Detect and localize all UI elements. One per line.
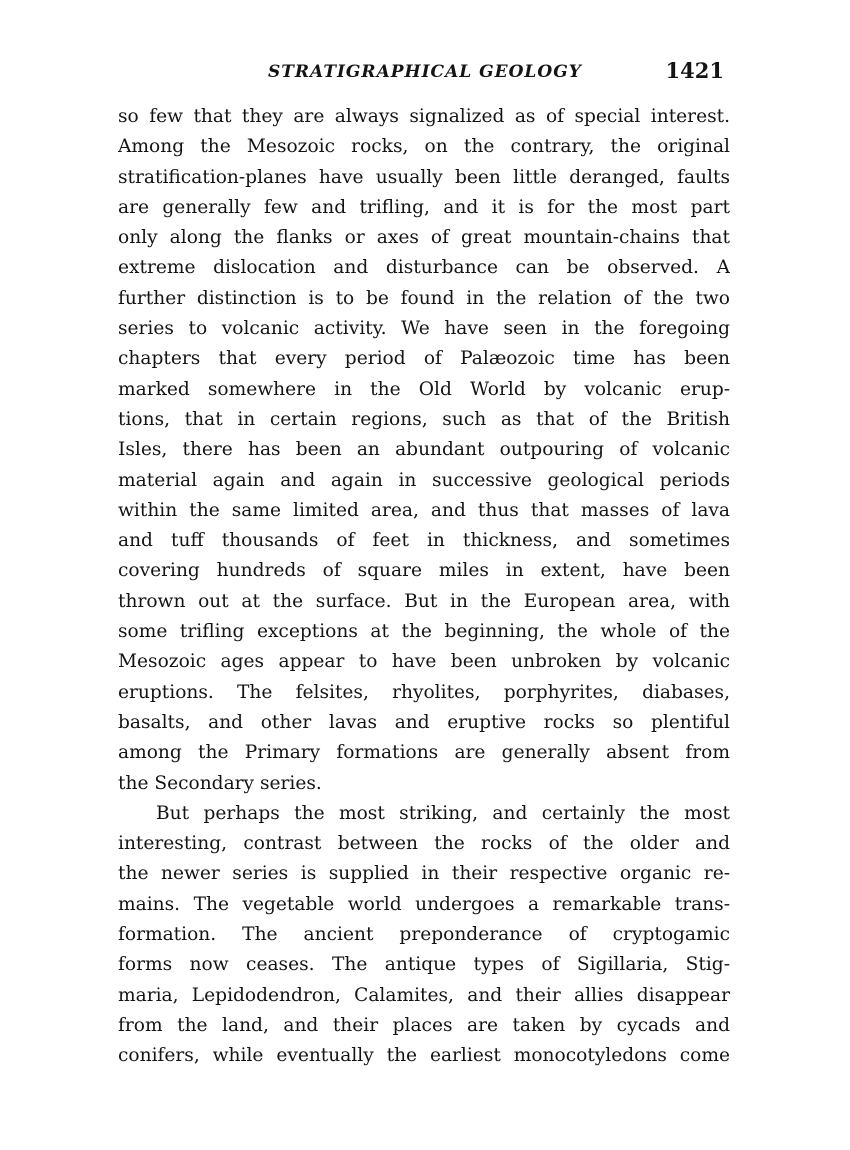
- text-line: formation. The ancient preponderance of cryptogamic: [118, 924, 730, 946]
- text-line: and tuff thousands of feet in thickness, and sometimes: [118, 530, 730, 552]
- text-line: only along the flanks or axes of great mountain-chains that: [118, 227, 730, 249]
- running-title: STRATIGRAPHICAL GEOLOGY: [268, 62, 582, 82]
- body-text: [118, 102, 730, 1072]
- text-line: tions, that in certain regions, such as that of the British: [118, 408, 730, 430]
- text-line: the newer series is supplied in their respective organic re-: [118, 863, 730, 885]
- text-line: stratification-planes have usually been little deranged, faults: [118, 166, 730, 188]
- running-head: [118, 58, 730, 92]
- text-line: within the same limited area, and thus that masses of lava: [118, 499, 730, 521]
- text-line: thrown out at the surface. But in the European area, with: [118, 590, 730, 612]
- text-line: eruptions. The felsites, rhyolites, porphyrites, diabases,: [118, 681, 730, 703]
- text-line: marked somewhere in the Old World by volcanic erup-: [118, 378, 730, 400]
- text-line: mains. The vegetable world undergoes a remarkable trans-: [118, 893, 730, 915]
- text-line: further distinction is to be found in the relation of the two: [118, 287, 730, 309]
- text-line: basalts, and other lavas and eruptive rocks so plentiful: [118, 711, 730, 733]
- paragraph: [118, 102, 730, 799]
- text-line: Mesozoic ages appear to have been unbroken by volcanic: [118, 651, 730, 673]
- text-line: covering hundreds of square miles in extent, have been: [118, 560, 730, 582]
- text-line: extreme dislocation and disturbance can be observed. A: [118, 257, 730, 279]
- text-line: forms now ceases. The antique types of Sigillaria, Stig-: [118, 954, 730, 976]
- text-line: chapters that every period of Palæozoic time has been: [118, 348, 730, 370]
- text-line: Among the Mesozoic rocks, on the contrary, the original: [118, 136, 730, 158]
- page-number: 1421: [665, 58, 724, 83]
- text-line: Isles, there has been an abundant outpouring of volcanic: [118, 439, 730, 461]
- text-line: material again and again in successive geological periods: [118, 469, 730, 491]
- text-line: the Secondary series.: [118, 772, 322, 794]
- text-line: interesting, contrast between the rocks of the older and: [118, 833, 730, 855]
- text-line: maria, Lepidodendron, Calamites, and their allies disappear: [118, 984, 730, 1006]
- paragraph: [118, 799, 730, 1072]
- text-line: are generally few and trifling, and it is for the most part: [118, 196, 730, 218]
- text-line: from the land, and their places are taken by cycads and: [118, 1014, 730, 1036]
- text-line: so few that they are always signalized as of special interest.: [118, 106, 730, 127]
- text-line: conifers, while eventually the earliest monocotyledons come: [118, 1045, 730, 1067]
- text-line: series to volcanic activity. We have seen in the foregoing: [118, 318, 730, 340]
- text-line: among the Primary formations are generally absent from: [118, 742, 730, 764]
- text-line: But perhaps the most striking, and certainly the most: [156, 802, 730, 824]
- text-line: some trifling exceptions at the beginning, the whole of the: [118, 621, 730, 643]
